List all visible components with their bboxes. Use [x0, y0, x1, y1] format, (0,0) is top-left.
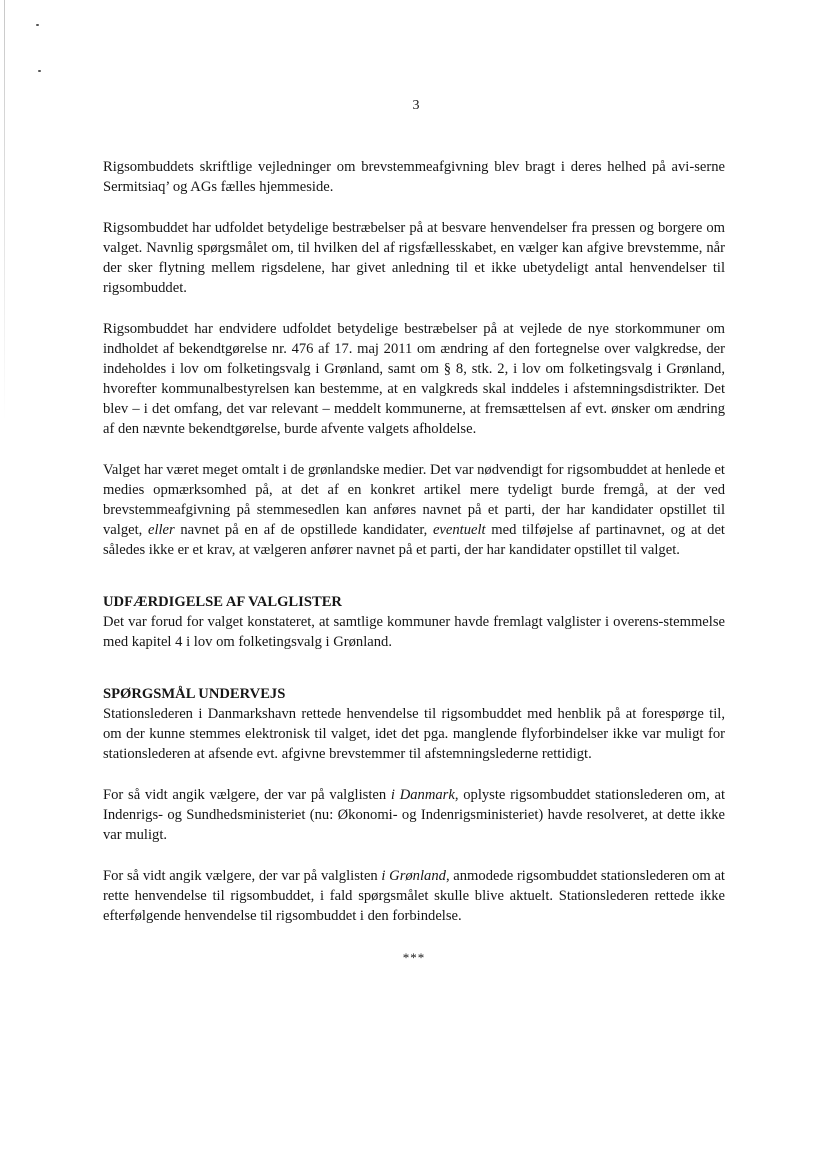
scan-edge-shadow: [4, 0, 5, 420]
paragraph-emphasis: i Danmark: [390, 787, 455, 803]
paragraph-4: [103, 460, 725, 560]
paragraph-4-part-1: Valget har været meget omtalt i de grønlandske medier. Det var nødvendigt for rigsombuddet at henlede et medies opmærksomhed på, at det af en konkret artikel mere tydeligt burde fremgå, at der ved brevstemmeafgivning på stemmesedlen kan anføres navnet på et parti, der har kandidater opstillet til valget,: [103, 462, 725, 538]
document-body: [103, 157, 725, 968]
section-spoergsmaal-paragraph-2: [103, 785, 725, 845]
scan-speck: [38, 70, 41, 72]
end-mark: ***: [402, 950, 426, 965]
section-valglister-text: Det var forud for valget konstateret, at samtlige kommuner havde fremlagt valglister i overens-stemmelse med kapitel 4 i lov om folketingsvalg i Grønland.: [103, 614, 725, 650]
scan-speck: [36, 24, 39, 26]
paragraph-1: Rigsombuddets skriftlige vejledninger om brevstemmeafgivning blev bragt i deres helhed på avi-serne Sermitsiaq’ og AGs fælles hjemmeside.: [103, 159, 725, 195]
section-heading-valglister: UDFÆRDIGELSE AF VALGLISTER: [103, 594, 342, 610]
page-number-text: 3: [412, 98, 420, 113]
paragraph-4-emphasis-1: eller: [147, 522, 175, 538]
paragraph-3: Rigsombuddet har endvidere udfoldet betydelige bestræbelser på at vejlede de nye storkommuner om indholdet af bekendtgørelse nr. 476 af 17. maj 2011 om ændring af den fortegnelse over valgkredse, der indeholdes i lov om folketingsvalg i Grønland, samt om § 8, stk. 2, i lov om folketingsvalg i Grønland, hvorefter kommunalbestyrelsen kan bestemme, at en valgkreds skal inddeles i afstemningsdistrikter. Det blev – i det omfang, det var relevant – meddelt kommunerne, at fremsættelsen af evt. ønsker om ændring af den nævnte bekendtgørelse, burde afvente valgets afholdelse.: [103, 321, 725, 437]
paragraph-text: , oplyste rigsombuddet stationslederen om, at Indenrigs- og Sundhedsministeriet (nu: Økonomi- og Indenrigsministeriet) havde resolveret, at dette ikke var muligt.: [103, 787, 725, 843]
paragraph-4-part-2: navnet på en af de opstillede kandidater,: [174, 522, 433, 538]
section-spoergsmaal-paragraph-3: [103, 866, 725, 926]
paragraph-text: , anmodede rigsombuddet stationslederen om at rette henvendelse til rigsombuddet, i fald spørgsmålet skulle blive aktuelt. Stationslederen rettede ikke efterfølgende henvendelse til rigsombuddet i den forbindelse.: [103, 868, 725, 924]
paragraph-text: For så vidt angik vælgere, der var på valglisten: [103, 787, 391, 803]
paragraph-4-emphasis-2: eventuelt: [432, 522, 486, 538]
section-spoergsmaal-paragraph-1: Stationslederen i Danmarkshavn rettede henvendelse til rigsombuddet med henblik på at forespørge til, om der kunne stemmes elektronisk til valget, idet det pga. manglende flyforbindelser ikke var muligt for stationslederen at afsende evt. afgivne brevstemmer til afstemningslederne rettidigt.: [103, 706, 725, 762]
section-heading-spoergsmaal: SPØRGSMÅL UNDERVEJS: [103, 686, 286, 702]
paragraph-2: Rigsombuddet har udfoldet betydelige bestræbelser på at besvare henvendelser fra pressen og borgere om valget. Navnlig spørgsmålet om, til hvilken del af rigsfællesskabet, en vælger kan afgive brevstemme, når der sker flytning mellem rigsdelene, har givet anledning til et ikke ubetydeligt antal henvendelser til rigsombuddet.: [103, 220, 725, 296]
paragraph-emphasis: i Grønland: [381, 868, 446, 884]
paragraph-4-part-3: med tilføjelse af partinavnet, og at det således ikke er et krav, at vælgeren anfører navnet på et parti, der har kandidater opstillet til valget.: [103, 522, 725, 558]
page-number: [103, 98, 725, 114]
paragraph-text: For så vidt angik vælgere, der var på valglisten: [103, 868, 382, 884]
